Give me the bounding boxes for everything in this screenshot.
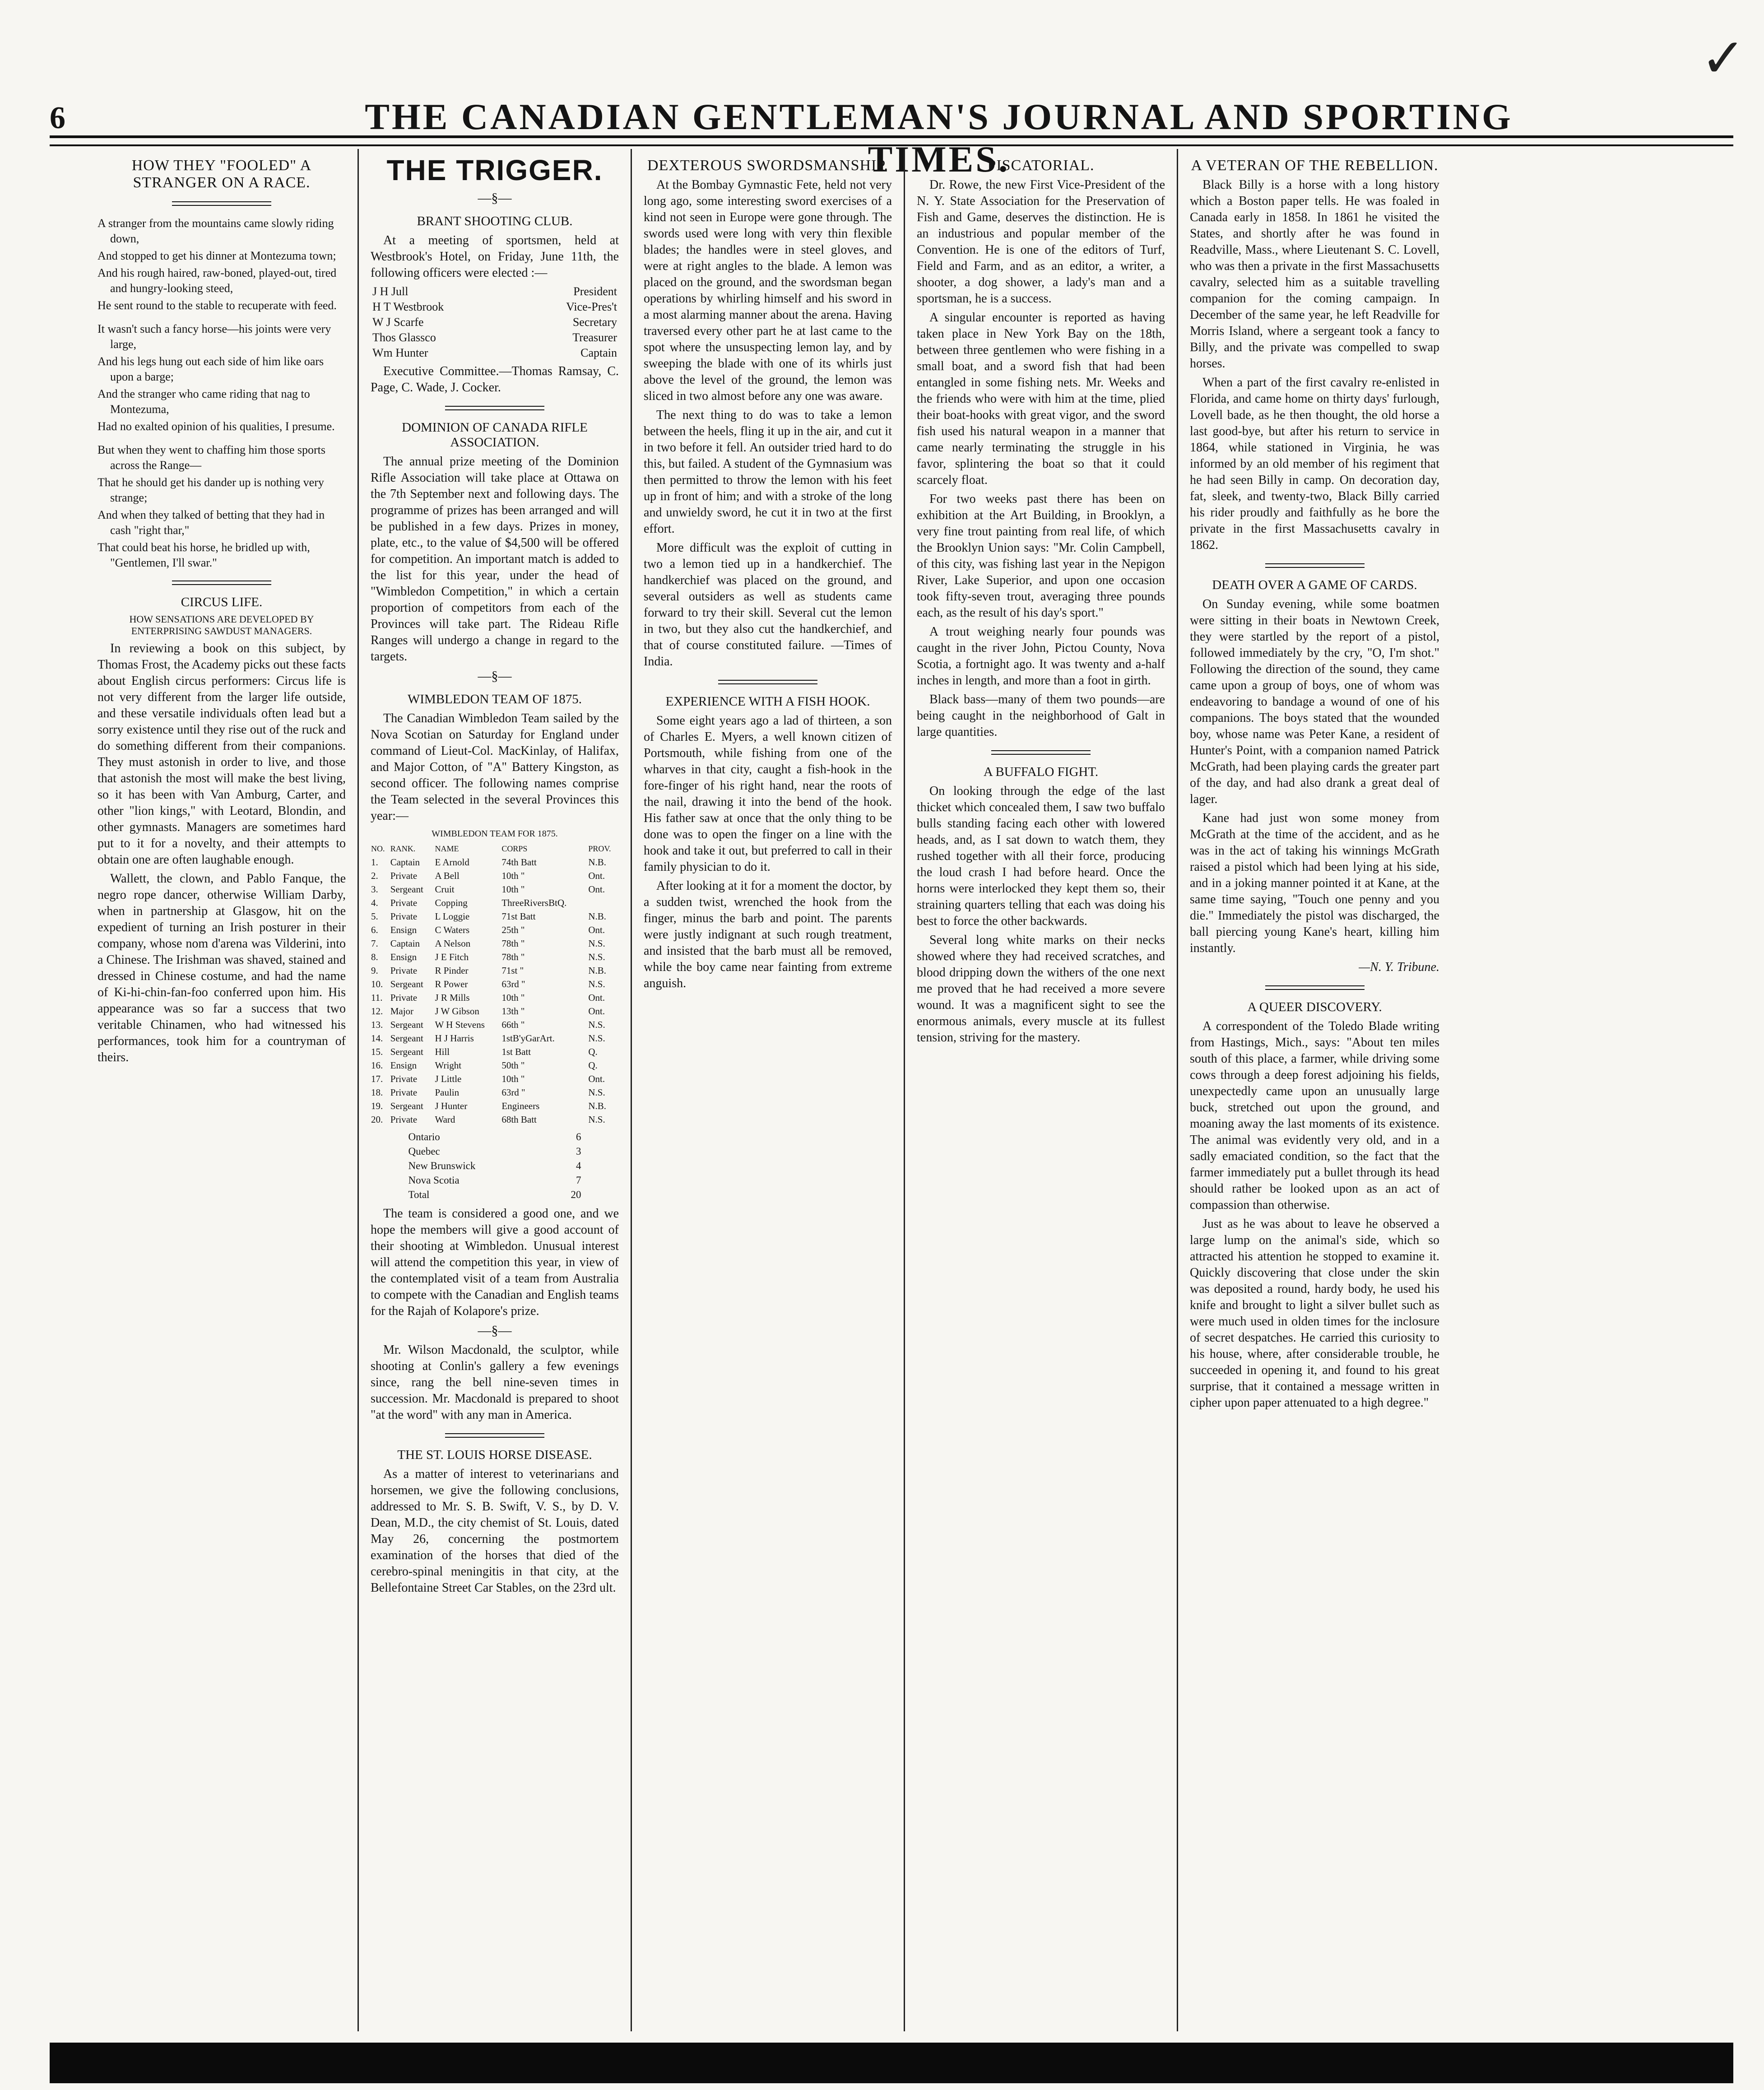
poem-line: It wasn't such a fancy horse—his joints were very large, [97,322,331,351]
swordsmanship-body [644,177,892,670]
column-3 [632,149,905,2031]
section-mark: —§— [478,1323,512,1338]
team-cell: Major [390,1006,414,1017]
officer-row [371,345,619,361]
totals-table [408,1130,582,1202]
team-cell: 63rd " [501,979,525,989]
poem-line: And his rough haired, raw-boned, played-out, tired and hungry-looking steed, [97,266,337,295]
poem-line: Had no exalted opinion of his qualities, I presume. [97,420,335,433]
horse-disease-para: As a matter of interest to veterinarians and horsemen, we give the following conclusions, addressed to Mr. S. B. Swift, V. S., by D. V. Dean, M.D., the city chemist of St. Louis, dated May 26, concerning the postmortem examination of the horses that died of the cerebro-spinal meningitis in that city, at the Bellefontaine Street Car Stables, on the 23rd ult. [371,1467,619,1595]
team-cell: Private [390,1087,418,1098]
officer-role: Vice-Pres't [566,300,617,313]
team-row [371,1004,619,1018]
team-cell: 71st Batt [501,911,536,922]
team-cell: 3. [371,884,378,895]
queer-discovery-title: A QUEER DISCOVERY. [1247,1000,1382,1014]
separator [718,680,817,684]
team-cell: Ont. [588,992,605,1003]
totals-count: 20 [571,1189,581,1200]
separator [445,1433,544,1438]
team-row [371,855,619,869]
team-cell: 14. [371,1033,383,1044]
committee-line: Executive Committee.—Thomas Ramsay, C. Page, C. Wade, J. Cocker. [371,364,619,395]
totals-row [408,1188,582,1202]
cards-title: DEATH OVER A GAME OF CARDS. [1212,578,1417,592]
team-cell: R Power [435,979,468,989]
team-cell: 9. [371,965,378,976]
team-cell: 10th " [501,884,525,895]
poem-line: And stopped to get his dinner at Montezuma town; [97,249,336,262]
officer-role: Captain [580,346,617,359]
team-cell: 10. [371,979,383,989]
poem-line: He sent round to the stable to recuperate with feed. [97,299,337,312]
brant-club-para: At a meeting of sportsmen, held at Westbrook's Hotel, on Friday, June 11th, the following officers were elected :— [371,233,619,280]
swordsmanship-title: DEXTEROUS SWORDSMANSHIP. [647,157,889,174]
team-cell: Ensign [390,1060,417,1071]
paragraph: A singular encounter is reported as having taken place in New York Bay on the 18th, between three gentlemen who were fishing in a small boat, and a sword fish that had been entangled in some fishing nets. Mr. Weeks and the friends who were with him at the time, plied their boat-hooks with great vigor, and the sword fish used his natural weapon in a manner that came nearly terminating the struggle in his favor, splintering the boat so that it could scarcely float. [917,311,1165,487]
piscatorial-title: PISCATORIAL. [987,157,1095,174]
poem-line: And when they talked of betting that they had in cash "right thar," [97,508,325,537]
team-cell: N.S. [588,1087,605,1098]
team-row [371,869,619,882]
team-row [371,1072,619,1086]
team-cell: 19. [371,1101,383,1111]
paragraph: Kane had just won some money from McGrath at the time of the accident, and as he was in the act of taking his winnings McGrath raised a pistol which had been lying at his side, and in a joking manner pointed it at Kane, at the same time saying, "Touch one penny and you die." Immediately the pistol was discharged, the ball piercing young Kane's heart, killing him instantly. [1190,811,1439,955]
separator [1265,985,1365,990]
team-cell: Q. [588,1060,598,1071]
team-cell: Ensign [390,924,417,935]
team-cell: Ont. [588,1073,605,1084]
team-cell: 74th Batt [501,857,537,868]
separator [172,581,271,585]
paragraph: Some eight years ago a lad of thirteen, a son of Charles E. Myers, a well known citizen of Portsmouth, while fishing from one of the wharves in that city, caught a fish-hook in the fore-finger of his right hand, near the roots of the nail, drawing it into the bend of the hook. His father saw at once that the only thing to be done was to open the finger on a line with the hook and take it out, but preferred to call in their family physician to do it. [644,714,892,874]
team-cell: 17. [371,1073,383,1084]
paragraph: A correspondent of the Toledo Blade writing from Hastings, Mich., says: "About ten miles south of this place, a farmer, while driving some cows through a deep forest adjoining his fields, unexpectedly came upon an unusually large buck, stretched out upon the ground, and moaning away the last moments of its existence. The animal was evidently very old, and in a sadly emaciated condition, so the fact that the farmer immediately put a bullet through its head should rather be looked upon as an act of compassion than otherwise. [1190,1019,1439,1212]
poem-line: And his legs hung out each side of him like oars upon a barge; [97,355,324,383]
poem-verses [97,216,346,571]
team-cell: Private [390,897,418,908]
officer-row [371,330,619,345]
team-cell: 20. [371,1114,383,1125]
poem-line: A stranger from the mountains came slowly riding down, [97,217,334,245]
paragraph: Black Billy is a horse with a long history which a Boston paper tells. He was foaled in Canada early in 1858. In 1861 he visited the States, and shortly after he was found in Readville, Mass., where Lieutenant S. C. Lovell, who was then a private in the first Massachusetts cavalry, selected him as a suitable travelling companion for the coming campaign. In December of the same year, he left Readville for Morris Island, where a sergeant took a fancy to Billy, and the private was compelled to swap horses. [1190,178,1439,371]
team-cell: 1. [371,857,378,868]
team-para: The team is considered a good one, and we hope the members will give a good account of their shooting at Wimbledon. Unusual interest will attend the competition this year, in view of the contemplated visit of a team from Australia to compete with the Canadian and English teams for the Rajah of Kolapore's prize. [371,1207,619,1318]
team-cell: H J Harris [435,1033,474,1044]
team-cell: N.S. [588,1019,605,1030]
team-cell: N.S. [588,952,605,962]
team-row [371,1018,619,1031]
totals-count: 3 [576,1146,581,1157]
team-cell: 18. [371,1087,383,1098]
paragraph: Wallett, the clown, and Pablo Fanque, the negro rope dancer, otherwise William Darby, when in partnership at Glasgow, hit on the expedient of turning an Irish posturer in their company, whose nom d'arena was Vilderini, into a Chinese. The Irishman was shaved, stained and dressed in Chinese costume, and had the name of Ki-hi-chin-fan-foo conferred upon him. His appearance was so far a success that two veritable Chinamen, who had witnessed his performances, took him for a countryman of theirs. [97,872,346,1064]
team-cell: Paulin [435,1087,460,1098]
team-row [371,1031,619,1045]
officer-row [371,284,619,299]
officer-name: W J Scarfe [372,316,424,329]
wimbledon-para: The Canadian Wimbledon Team sailed by the Nova Scotian on Saturday for England under command of Lieut-Col. MacKinlay, of Halifax, and Major Cotton, of "A" Battery Kingston, as second officer. The following names comprise the Team selected in the several Provinces this year:— [371,711,619,823]
team-row [371,937,619,950]
team-cell: 1st Batt [501,1046,531,1057]
brant-club-title: BRANT SHOOTING CLUB. [417,214,573,228]
team-cell: 25th " [501,924,525,935]
paragraph: The next thing to do was to take a lemon between the heels, fling it up in the air, and cut it in two before it fell. An outsider tried hard to do this, but failed. A student of the Gymnasium was then permitted to throw the lemon with his feet up in front of him; and with a stroke of the long and unwieldy sword, he cut it in two at the first effort. [644,408,892,536]
team-cell: Ont. [588,1006,605,1017]
separator [445,406,544,410]
buffalo-fight-title: A BUFFALO FIGHT. [983,765,1099,779]
team-cell: Wright [435,1060,462,1071]
officer-role: Treasurer [572,331,617,344]
paragraph: On looking through the edge of the last thicket which concealed them, I saw two buffalo bulls standing facing each other with lowered heads, and, as I sat down to watch them, they rushed together with all their force, producing the loud crash I had before heard. Once the horns were interlocked they kept them so, their straining quarters telling that each was doing his best to force the other backwards. [917,784,1165,928]
team-row [371,1113,619,1126]
separator [991,750,1091,755]
team-row [371,1045,619,1059]
team-cell: 12. [371,1006,383,1017]
officer-name: Thos Glassco [372,331,436,344]
macdonald-para: Mr. Wilson Macdonald, the sculptor, while shooting at Conlin's gallery a few evenings since, rang the bell nine-seven times in succession. Mr. Macdonald is prepared to shoot "at the word" with any man in America. [371,1343,619,1422]
team-cell: 63rd " [501,1087,525,1098]
paragraph: After looking at it for a moment the doctor, by a sudden twist, wrenched the hook from the finger, minus the barb and point. The parents were justly indignant at such rough treatment, and insisted that the barb must all be removed, while the boy came near fainting from extreme anguish. [644,879,892,990]
team-cell: 4. [371,897,378,908]
team-cell: Cruit [435,884,455,895]
totals-province: Nova Scotia [408,1175,460,1186]
fish-hook-body [644,713,892,992]
team-cell: J R Mills [435,992,470,1003]
column-4 [905,149,1178,2031]
horse-disease-title: THE ST. LOUIS HORSE DISEASE. [397,1448,592,1462]
cards-signature: —N. Y. Tribune. [1359,960,1439,974]
team-cell: A Nelson [435,938,471,949]
totals-count: 4 [576,1160,581,1171]
team-cell: Sergeant [390,979,423,989]
queer-discovery-body [1190,1018,1439,1411]
team-row [371,950,619,964]
circus-life-title: CIRCUS LIFE. [181,595,263,609]
veteran-title: A VETERAN OF THE REBELLION. [1191,157,1439,174]
team-cell: 68th Batt [501,1114,537,1125]
team-row [371,910,619,923]
team-cell: Ont. [588,884,605,895]
team-cell: Captain [390,938,420,949]
team-table [371,842,619,1126]
paragraph: A trout weighing nearly four pounds was caught in the river John, Pictou County, Nova Scotia, a fortnight ago. It was twenty and a-half inches in length, and more than a foot in girth. [917,625,1165,687]
team-row [371,882,619,896]
masthead: THE CANADIAN GENTLEMAN'S JOURNAL AND SPORTING TIMES. [365,96,1513,180]
totals-province: New Brunswick [408,1160,476,1171]
poem-line: That he should get his dander up is nothing very strange; [97,476,324,504]
fish-hook-title: EXPERIENCE WITH A FISH HOOK. [665,694,870,709]
team-cell: N.S. [588,1033,605,1044]
team-cell: 7. [371,938,378,949]
team-cell: 78th " [501,952,525,962]
team-cell: W H Stevens [435,1019,485,1030]
team-row [371,1059,619,1072]
officer-name: Wm Hunter [372,346,428,359]
circus-life-body [97,641,346,1066]
wimbledon-title: WIMBLEDON TEAM OF 1875. [407,692,582,706]
column-1 [86,149,359,2031]
team-cell: Ensign [390,952,417,962]
team-cell: R Pinder [435,965,469,976]
team-cell: 10th " [501,992,525,1003]
totals-row [408,1130,582,1144]
team-row [371,991,619,1004]
team-cell: 78th " [501,938,525,949]
separator [1265,563,1365,568]
team-cell: 10th " [501,870,525,881]
team-column-header: NO. [371,844,385,853]
paragraph: Several long white marks on their necks showed where they had received scratches, and blood dripping down the withers of the one next me proved that he had received a more severe wound. It was a magnificent sight to see the enormous animals, every muscle at its fullest tension, striving for the mastery. [917,933,1165,1045]
team-row [371,896,619,910]
team-cell: L Loggie [435,911,470,922]
team-row [371,1099,619,1113]
buffalo-fight-body [917,783,1165,1046]
officer-row [371,299,619,315]
team-cell: Private [390,911,418,922]
team-cell: Engineers [501,1101,540,1111]
officers-table [371,284,619,361]
column-5 [1178,149,1451,2031]
piscatorial-body [917,177,1165,740]
poem-line: That could beat his horse, he bridled up with, "Gentlemen, I'll swar." [97,541,310,569]
team-cell: 2. [371,870,378,881]
team-row [371,977,619,991]
officer-role: Secretary [572,316,617,329]
columns [86,149,1724,2031]
team-cell: 6. [371,924,378,935]
team-cell: 71st " [501,965,524,976]
team-cell: 50th " [501,1060,525,1071]
paragraph: Black bass—many of them two pounds—are being caught in the neighborhood of Galt in large quantities. [917,692,1165,739]
team-cell: Sergeant [390,884,423,895]
team-column-header: RANK. [390,844,416,853]
team-column-header: PROV. [588,844,611,853]
cards-body [1190,596,1439,957]
totals-province: Ontario [408,1131,440,1143]
team-cell: Ward [435,1114,455,1125]
officer-role: President [573,285,617,298]
team-cell: Sergeant [390,1019,423,1030]
team-cell: N.B. [588,857,607,868]
totals-count: 6 [576,1131,581,1143]
section-mark: —§— [478,190,512,205]
dominion-rifle-para: The annual prize meeting of the Dominion Rifle Association will take place at Ottawa on the 7th September next and following days. The programme of prizes has been arranged and will be published in a few days. Prizes in money, plate, etc., to the value of $4,500 will be offered for competition. An important match is added to the list for this year, under the head of "Wimbledon Competition," in which a certain proportion of competitors from each of the Provinces will take part. The Rideau Rifle Ranges will undergo a change in regard to the targets. [371,455,619,664]
team-cell: J Little [435,1073,462,1084]
team-cell: J W Gibson [435,1006,479,1017]
team-table-title: WIMBLEDON TEAM FOR 1875. [432,829,558,839]
corner-check-mark-icon: ✓ [1700,28,1746,88]
team-cell: N.S. [588,979,605,989]
team-cell: 15. [371,1046,383,1057]
section-mark: —§— [478,669,512,683]
team-cell: Private [390,992,418,1003]
team-cell: 13. [371,1019,383,1030]
veteran-body [1190,177,1439,553]
team-cell: A Bell [435,870,460,881]
team-cell: 66th " [501,1019,525,1030]
team-cell: Ont. [588,924,605,935]
totals-row [408,1159,582,1173]
poem-title: HOW THEY "FOOLED" A STRANGER ON A RACE. [131,157,312,191]
team-cell: 11. [371,992,383,1003]
paragraph: For two weeks past there has been on exhibition at the Art Building, in Brooklyn, a very fine trout painting from real life, of which the Brooklyn Union says: "Mr. Colin Campbell, of this city, was fishing last year in the Nepigon River, Lake Superior, and upon one occasion took fifty-seven trout, averaging three pounds each, as the result of his day's sport." [917,492,1165,620]
section-title-trigger: THE TRIGGER. [386,154,603,186]
team-row [371,1086,619,1099]
team-cell: Private [390,965,418,976]
paragraph: Just as he was about to leave he observed a large lump on the animal's side, which so attracted his attention he stopped to examine it. Quickly discovering that close under the skin was deposited a round, hardy body, he used his knife and brought to light a silver bullet such as were much used in olden times for the inclosure of secret despatches. He carried this curiosity to his house, where, after considerable trouble, he succeeded in opening it, and found to his great surprise, that it contained a message written in cipher upon paper attenuated to a high degree." [1190,1217,1439,1410]
totals-count: 7 [576,1175,581,1186]
paragraph: At the Bombay Gymnastic Fete, held not very long ago, some interesting sword exercises of a kind not seen in Europe were gone through. The swords used were long with very thin flexible blades; the handles were in steel gloves, and were at right angles to the blade. A lemon was placed on the ground, and the swordsman began operations by whirling himself and his sword in a most alarming manner about the arena. Having traversed every other part he at last came to the spot where the unsuspecting lemon lay, and by sweeping the blade with one of its whirls just above the level of the ground, the lemon was sliced in two almost before any one was aware. [644,178,892,403]
paragraph: On Sunday evening, while some boatmen were sitting in their boats in Newtown Creek, they were startled by the report of a pistol, followed immediately by the cry, "O, I'm shot." Following the direction of the sound, they came came upon a group of boys, one of whom was endeavoring to bandage a wound of one of his companions. The boys stated that the wounded boy, whose name was Peter Kane, a resident of Hunter's Point, with a companion named Patrick McGrath, had been playing cards the greater part of the day, and had also drank a great deal of lager. [1190,597,1439,806]
poem-line: But when they went to chaffing him those sports across the Range— [97,443,326,472]
team-cell: 16. [371,1060,383,1071]
team-cell: 5. [371,911,378,922]
team-cell: N.S. [588,1114,605,1125]
team-cell: Sergeant [390,1046,423,1057]
team-row [371,964,619,977]
team-cell: E Arnold [435,857,469,868]
column-2 [359,149,632,2031]
totals-row [408,1144,582,1159]
team-cell: N.B. [588,911,607,922]
team-cell: J Hunter [435,1101,468,1111]
team-cell: 1stB'yGarArt. [501,1033,555,1044]
team-cell: Copping [435,897,468,908]
team-cell: 13th " [501,1006,525,1017]
header-rule [50,135,1733,146]
team-cell: Sergeant [390,1033,423,1044]
team-cell: Ont. [588,870,605,881]
team-cell: Sergeant [390,1101,423,1111]
team-cell: C Waters [435,924,470,935]
paragraph: In reviewing a book on this subject, by Thomas Frost, the Academy picks out these facts about English circus performers: Circus life is not very different from the larger life outside, and these versatile individuals often lead but a sorry existence until they rise out of the ruck and do something different from their companions. They must astonish in order to live, and those that astonish the most will make the best living, so it has been with Van Amburg, Carter, and other "lion kings," with Leotard, Blondin, and other gymnasts. Managers are sometimes hard put to it for a novelty, and their attempts to obtain one are often laughable enough. [97,641,346,867]
team-cell [588,896,619,910]
team-cell: J E Fitch [435,952,469,962]
team-column-header: CORPS [501,844,528,853]
team-cell: Hill [435,1046,450,1057]
team-cell: Private [390,1073,418,1084]
team-cell: ThreeRiversBtQ. [501,897,567,908]
team-row [371,923,619,937]
officer-name: H T Westbrook [372,300,444,313]
team-cell: Private [390,870,418,881]
bottom-bar [50,2043,1733,2083]
team-cell: Q. [588,1046,598,1057]
paragraph: More difficult was the exploit of cutting in two a lemon tied up in a handkerchief. The handkerchief was placed on the ground, and several outsiders as well as students came forward to try their skill. Several cut the lemon in two, but they also cut the handkerchief, and that of course constituted failure. —Times of India. [644,541,892,669]
officer-row [371,315,619,330]
totals-province: Quebec [408,1146,440,1157]
team-cell: N.S. [588,938,605,949]
totals-province: Total [408,1189,430,1200]
dominion-rifle-title: DOMINION OF CANADA RIFLE ASSOCIATION. [402,420,588,450]
circus-life-subtitle: HOW SENSATIONS ARE DEVELOPED BY ENTERPRISING SAWDUST MANAGERS. [129,613,314,636]
team-cell: Captain [390,857,420,868]
team-cell: N.B. [588,965,607,976]
team-cell: 10th " [501,1073,525,1084]
page-number: 6 [50,101,65,135]
team-cell: N.B. [588,1101,607,1111]
poem-line: And the stranger who came riding that nag to Montezuma, [97,387,310,416]
officer-name: J H Jull [372,285,409,298]
paragraph: Dr. Rowe, the new First Vice-President of the N. Y. State Association for the Preservation of Fish and Game, deserves the distinction. He is an industrious and popular member of the Convention. He is one of the editors of Turf, Field and Farm, and as an editor, a writer, a shooter, a dog shower, a lady's man and a sportsman, he is a success. [917,178,1165,306]
separator [172,201,271,206]
paragraph: When a part of the first cavalry re-enlisted in Florida, and came home on thirty days' furlough, Lovell bade, as he then thought, the old horse a last good-bye, but after his return to service in 1864, while stationed in Virginia, he was informed by an old member of his regiment that he had seen Billy in camp. On decoration day, fat, sleek, and twenty-two, Black Billy carried his rider proudly and faithfully as he bore the private in the first Massachusetts cavalry in 1862. [1190,376,1439,552]
team-cell: 8. [371,952,378,962]
team-cell: Private [390,1114,418,1125]
team-column-header: NAME [435,844,459,853]
verse-gap [97,315,346,321]
totals-row [408,1173,582,1188]
verse-gap [97,436,346,442]
